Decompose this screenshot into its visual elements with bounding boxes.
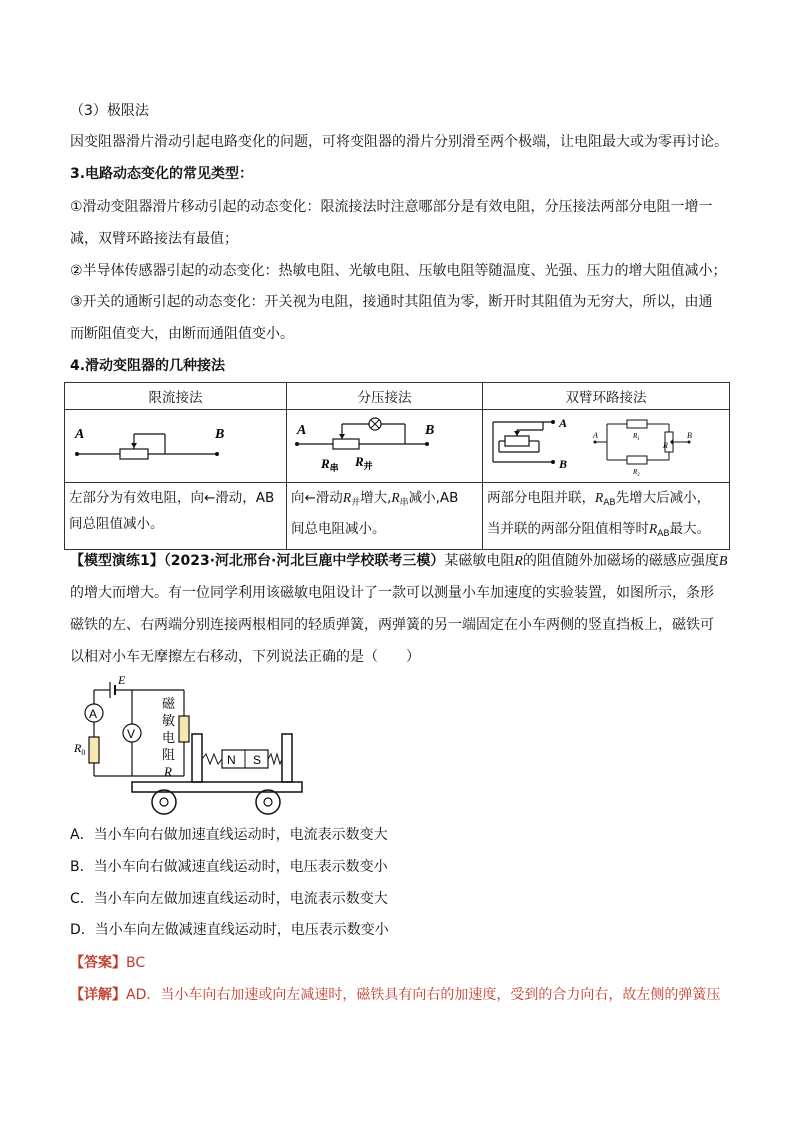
- svg-text:R2: $R_2$: [633, 468, 640, 478]
- magnetoresistor-circuit-figure: [72, 672, 312, 822]
- rheostat: [120, 449, 148, 459]
- svg-text:A: A: [559, 416, 568, 430]
- answer-label: 【答案】: [70, 955, 126, 971]
- figure-voltage-divider: [287, 410, 483, 483]
- detail-line: [70, 984, 730, 1006]
- svg-text:阻: 阻: [162, 748, 176, 763]
- label-B: B: [425, 423, 435, 438]
- heading-4: 4.滑动变阻器的几种接法: [70, 358, 226, 374]
- svg-text:敏: 敏: [162, 714, 176, 729]
- right-baffle: [282, 734, 292, 782]
- svg-text:R: R: [663, 441, 668, 450]
- figure-double-arm: [483, 410, 730, 483]
- rheostat: [505, 436, 529, 446]
- desc-double-arm: 两部分电阻并联，$R_{AB}$先增大后减小， 当并联的两部分阻值相等时$R_{AB}$最大。: [483, 483, 730, 550]
- double-arm-circuit: [483, 410, 729, 478]
- left-baffle: [192, 734, 202, 782]
- label-B: B: [215, 427, 225, 442]
- problem-line1: 【模型演练1】（2023·河北邢台·河北巨鹿中学校联考三模）某磁敏电阻R的阻值随外加磁场的磁感应强度B: [70, 553, 728, 569]
- svg-text:R并: $R_并$: [355, 454, 373, 471]
- svg-text:A: A: [593, 431, 598, 440]
- option-a: A．当小车向右做加速直线运动时，电流表示数变大: [70, 827, 388, 843]
- problem-label: 【模型演练1】: [70, 553, 164, 569]
- svg-text:B: B: [687, 431, 692, 440]
- answer-line: [70, 952, 730, 974]
- svg-text:V: V: [127, 727, 136, 741]
- current-limiting-circuit: [65, 410, 285, 478]
- label-A: A: [75, 427, 85, 442]
- problem-source: （2023·河北邢台·河北巨鹿中学校联考三模）: [163, 553, 445, 569]
- section-3-title: （3）极限法: [70, 103, 149, 119]
- rheostat-methods-table: [64, 382, 730, 550]
- item-3-line1: ③开关的通断引起的动态变化：开关视为电阻，接通时其阻值为零，断开时其阻值为无穷大，所以，由通: [70, 294, 713, 310]
- item-3-line2: 而断阻值变大，由断而通阻值变小。: [70, 326, 294, 342]
- header-voltage-divider: 分压接法: [287, 383, 483, 410]
- voltage-divider-circuit: [287, 410, 481, 478]
- right-wheel: [256, 790, 280, 814]
- item-1-line1: ①滑动变阻器滑片移动引起的动态变化：限流接法时注意哪部分是有效电阻，分压接法两部分电阻一增一: [70, 199, 713, 215]
- option-d: D．当小车向左做减速直线运动时，电压表示数变小: [70, 922, 389, 938]
- rheostat: [333, 439, 359, 449]
- svg-text:B: B: [559, 457, 568, 471]
- item-2: ②半导体传感器引起的动态变化：热敏电阻、光敏电阻、压敏电阻等随温度、光强、压力的增大阻值减小；: [70, 263, 727, 279]
- item-1-line2: 减，双臂环路接法有最值；: [70, 231, 238, 247]
- svg-text:E: E: [118, 673, 126, 687]
- left-spring: [202, 754, 222, 764]
- svg-text:R: R: [164, 764, 172, 779]
- right-spring: [268, 754, 282, 764]
- problem-line2: 的增大而增大。有一位同学利用该磁敏电阻设计了一款可以测量小车加速度的实验装置，如图所示，条形: [70, 585, 714, 601]
- cart-body: [132, 782, 302, 792]
- svg-text:A: A: [89, 707, 98, 721]
- desc-voltage-divider: 向←滑动$R_并$增大$,R_串$减小,AB 间总电阻减小。: [287, 483, 483, 550]
- header-current-limiting: 限流接法: [65, 383, 287, 410]
- svg-text:电: 电: [162, 731, 176, 746]
- section-3-text: 因变阻器滑片滑动引起电路变化的问题，可将变阻器的滑片分别滑至两个极端，让电阻最大或为零再讨论。: [70, 134, 728, 150]
- problem-line4: 以相对小车无摩擦左右移动，下列说法正确的是（ ）: [70, 649, 420, 665]
- problem-line3: 磁铁的左、右两端分别连接两根相同的轻质弹簧，两弹簧的另一端固定在小车两侧的竖直挡板上，磁铁可: [70, 617, 714, 633]
- svg-text:S: S: [253, 753, 262, 767]
- svg-text:R0: $R_0$: [74, 741, 86, 757]
- option-c: C．当小车向左做加速直线运动时，电流表示数变大: [70, 891, 388, 907]
- header-double-arm: 双臂环路接法: [483, 383, 730, 410]
- magnetoresistor: [179, 716, 189, 742]
- svg-text:R串: $R_串$: [321, 456, 339, 473]
- label-A: A: [297, 423, 307, 438]
- desc-current-limiting: 左部分为有效电阻，向←滑动，AB 间总阻值减小。: [65, 483, 287, 550]
- left-wheel: [152, 790, 176, 814]
- svg-text:磁: 磁: [162, 697, 176, 712]
- option-b: B．当小车向右做减速直线运动时，电压表示数变小: [70, 859, 388, 875]
- svg-text:N: N: [227, 753, 236, 767]
- resistor-R0: [89, 737, 99, 763]
- svg-text:R1: $R_1$: [633, 432, 640, 442]
- answer-value: BC: [126, 955, 146, 971]
- detail-text: AD．当小车向右加速或向左减速时，磁铁具有向右的加速度，受到的合力向右，故左侧的弹簧压: [126, 987, 721, 1003]
- figure-current-limiting: [65, 410, 287, 483]
- heading-3: 3.电路动态变化的常见类型：: [70, 166, 254, 182]
- detail-label: 【详解】: [70, 987, 126, 1003]
